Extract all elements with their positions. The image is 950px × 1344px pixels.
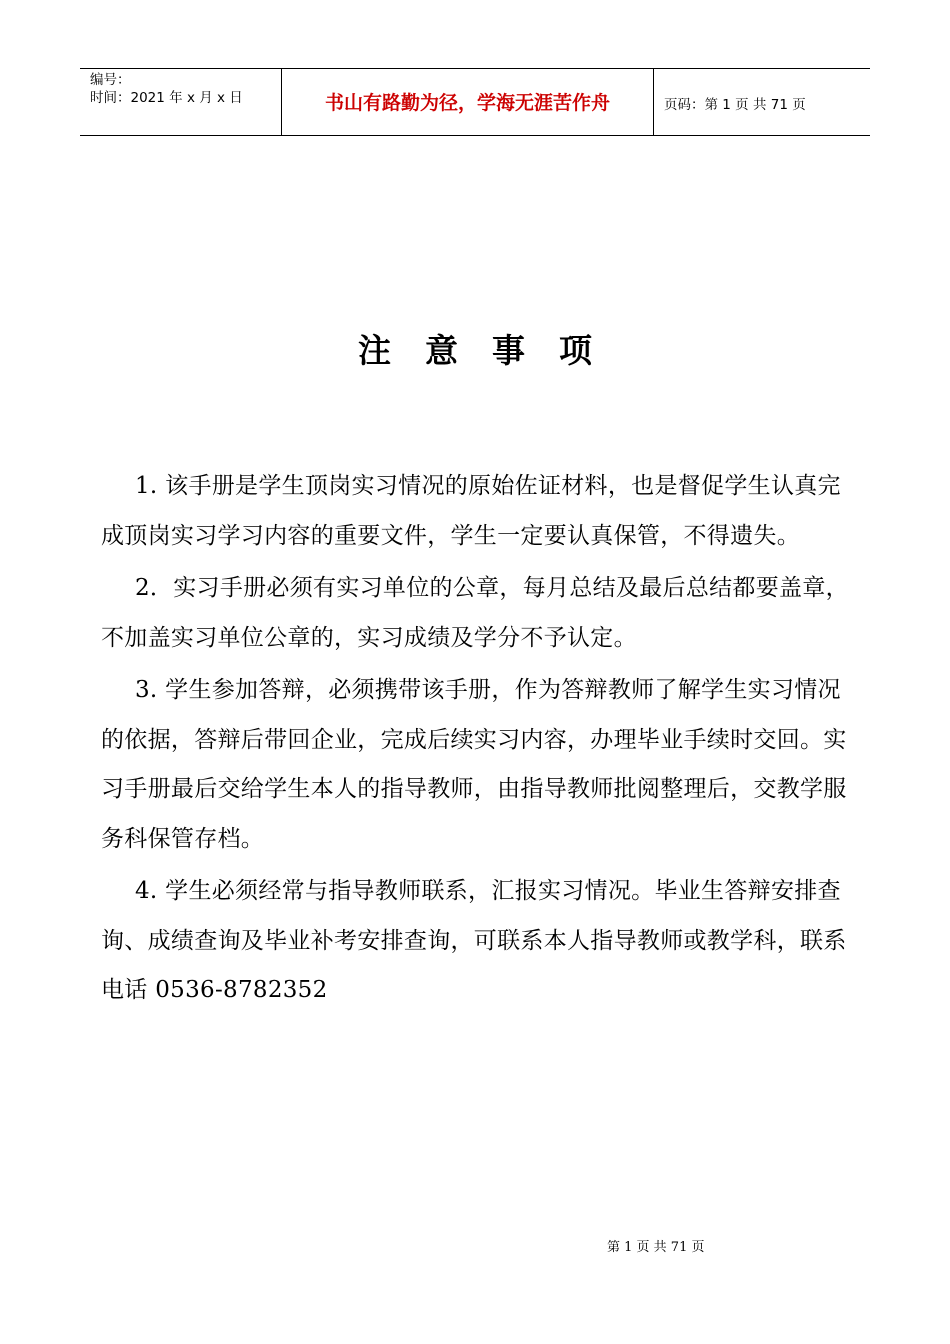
header-page-code: 页码：第 1 页 共 71 页: [664, 97, 806, 113]
page-title: 注意事项: [358, 331, 626, 370]
header-left-cell: [80, 69, 282, 135]
notice-item-2: 2．实习手册必须有实习单位的公章，每月总结及最后总结都要盖章，不加盖实习单位公章的，实习成绩及学分不予认定。: [101, 575, 849, 651]
document-number-label: 编号：: [90, 72, 131, 88]
header-right-cell: [654, 69, 870, 135]
notice-item-4: 4. 学生必须经常与指导教师联系，汇报实习情况。毕业生答辩安排查询、成绩查询及毕业补考安排查询，可联系本人指导教师或教学科，联系电话 0536-8782352: [101, 878, 847, 1003]
notice-item-1: 1. 该手册是学生顶岗实习情况的原始佐证材料，也是督促学生认真完成顶岗实习学习内容的重要文件，学生一定要认真保管，不得遗失。: [101, 473, 841, 549]
header-middle-cell: [282, 69, 654, 135]
notice-item-3: 3. 学生参加答辩，必须携带该手册，作为答辩教师了解学生实习情况的依据，答辩后带回企业，完成后续实习内容，办理毕业手续时交回。实习手册最后交给学生本人的指导教师，由指导教师批阅整理后，交教学服务科保管存档。: [101, 677, 847, 852]
header-motto: 书山有路勤为径，学海无涯苦作舟: [324, 92, 610, 114]
document-header: [80, 68, 870, 136]
notice-body: [101, 462, 853, 1019]
page-footer: 第 1 页 共 71 页: [607, 1240, 705, 1255]
document-date-label: 时间：2021 年 x 月 x 日: [90, 90, 243, 106]
